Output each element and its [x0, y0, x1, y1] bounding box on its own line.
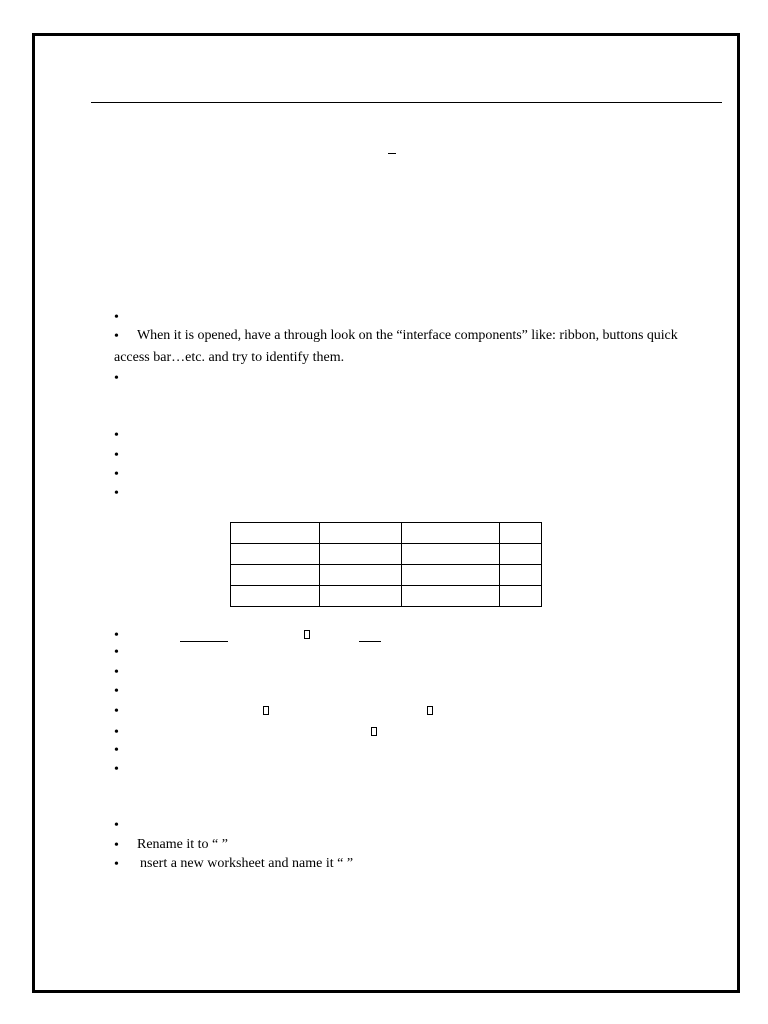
missing-glyph-box: [304, 630, 310, 639]
table-cell: [500, 523, 542, 544]
table-cell: [320, 523, 402, 544]
table-row: [231, 544, 542, 565]
bullet-11: •: [114, 684, 119, 699]
table-row: [231, 565, 542, 586]
bullet-3: •: [114, 371, 119, 386]
bullet-15: •: [114, 762, 119, 777]
bullet-9: •: [114, 645, 119, 660]
blank-underline: [180, 641, 228, 642]
bullet-10: •: [114, 665, 119, 680]
bullet-7: •: [114, 486, 119, 501]
table-cell: [231, 544, 320, 565]
table-cell: [231, 586, 320, 607]
bullet-16: •: [114, 818, 119, 833]
data-table: [230, 522, 542, 607]
instruction-interface-line2: access bar…etc. and try to identify them.: [114, 350, 345, 365]
instruction-interface-line1: When it is opened, have a through look on the “interface components” like: ribbon, buttons quick: [137, 328, 678, 343]
table-cell: [402, 544, 500, 565]
table-cell: [231, 523, 320, 544]
bullet-17: •: [114, 838, 119, 853]
bullet-14: •: [114, 743, 119, 758]
bullet-4: •: [114, 428, 119, 443]
table-row: [231, 586, 542, 607]
table-cell: [500, 565, 542, 586]
bullet-12: •: [114, 704, 119, 719]
bullet-1: •: [114, 310, 119, 325]
table-cell: [402, 523, 500, 544]
bullet-6: •: [114, 467, 119, 482]
bullet-2: •: [114, 329, 119, 344]
table-cell: [320, 586, 402, 607]
blank-underline: [359, 641, 381, 642]
title-dash: [388, 153, 396, 154]
table-cell: [231, 565, 320, 586]
bullet-18: •: [114, 857, 119, 872]
table-cell: [402, 565, 500, 586]
table-cell: [500, 544, 542, 565]
table-row: [231, 523, 542, 544]
table-cell: [402, 586, 500, 607]
table-cell: [500, 586, 542, 607]
header-rule: [91, 102, 722, 103]
missing-glyph-box: [427, 706, 433, 715]
bullet-5: •: [114, 448, 119, 463]
missing-glyph-box: [371, 727, 377, 736]
table-cell: [320, 544, 402, 565]
bullet-8: •: [114, 628, 119, 643]
instruction-rename: Rename it to “ ”: [137, 837, 228, 852]
table-cell: [320, 565, 402, 586]
missing-glyph-box: [263, 706, 269, 715]
instruction-insert-worksheet: nsert a new worksheet and name it “ ”: [140, 856, 354, 871]
bullet-13: •: [114, 725, 119, 740]
